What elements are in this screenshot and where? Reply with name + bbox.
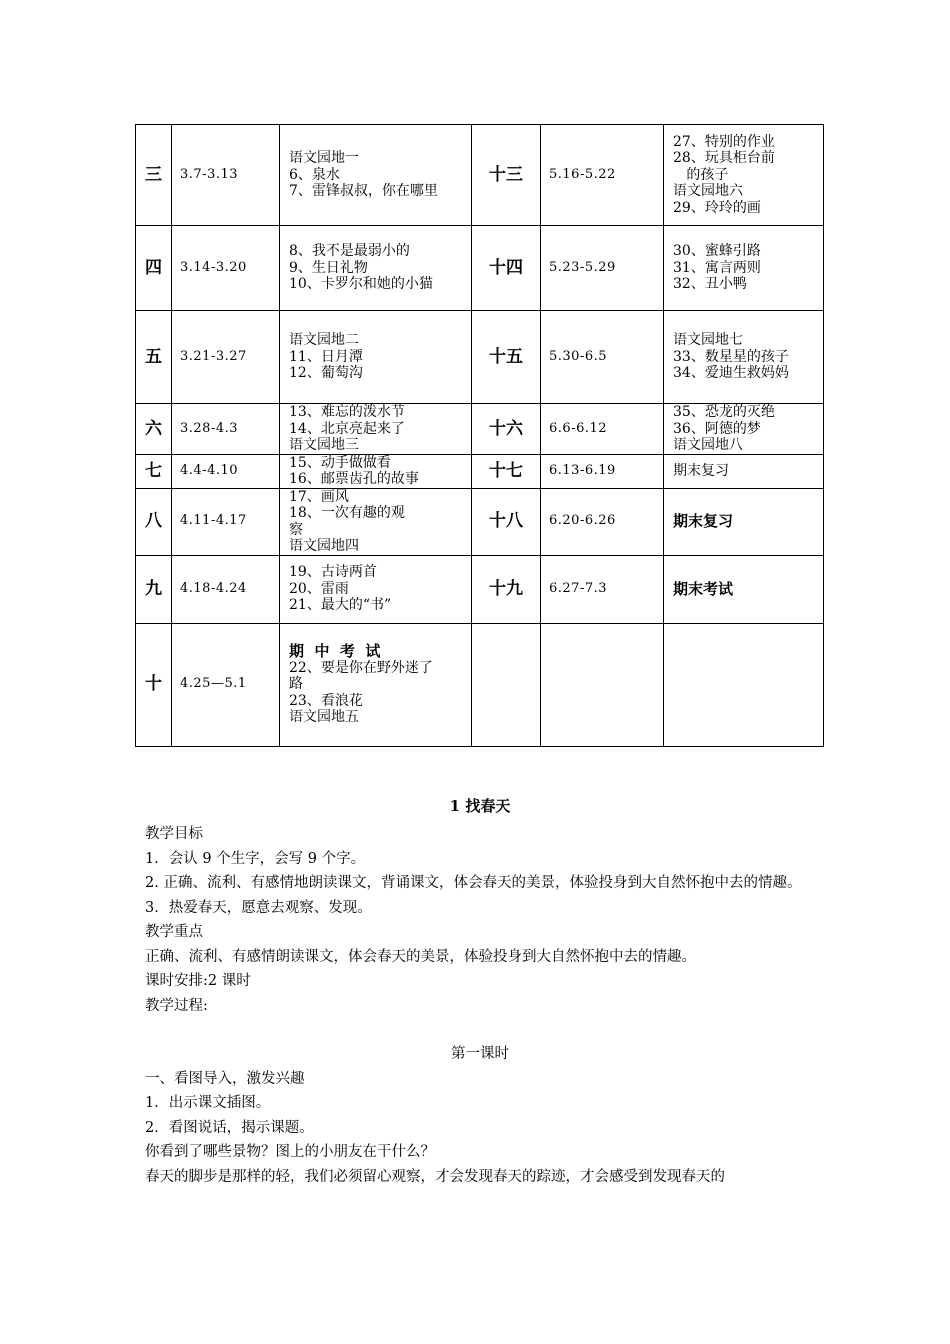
lesson-item: 20、雷雨 (289, 580, 349, 597)
lesson-item: 路 (289, 676, 303, 693)
lesson-item: 10、卡罗尔和她的小猫 (289, 276, 433, 293)
lesson-list (664, 125, 824, 226)
lesson-paragraph: 教学重点 (145, 924, 203, 940)
lesson-item: 28、玩具柜台前 (673, 150, 775, 167)
date-range: 6.27-7.3 (541, 555, 664, 623)
lesson-item: 语文园地二 (289, 332, 359, 349)
date-range: 3.28-4.3 (172, 404, 280, 455)
week-number: 九 (136, 555, 172, 623)
lesson-item: 31、寓言两则 (673, 259, 761, 276)
week-number: 七 (136, 454, 172, 488)
lesson-paragraph: 1．会认 9 个生字，会写 9 个字。 (145, 850, 366, 867)
lesson-item: 18、一次有趣的观 (289, 505, 405, 521)
date-range: 5.16-5.22 (541, 125, 664, 226)
schedule-row (136, 555, 824, 623)
date-range: 5.30-6.5 (541, 311, 664, 404)
date-range: 3.21-3.27 (172, 311, 280, 404)
lesson-item: 语文园地三 (289, 437, 359, 453)
lesson-list (280, 555, 472, 623)
lesson-list (280, 226, 472, 311)
date-range: 4.18-4.24 (172, 555, 280, 623)
lesson-paragraph: 一、看图导入，激发兴趣 (145, 1070, 305, 1087)
schedule-row (136, 311, 824, 404)
week-number (472, 623, 541, 746)
week-number: 十七 (472, 454, 541, 488)
lesson-item: 语文园地八 (673, 437, 743, 453)
lesson-item: 19、古诗两首 (289, 564, 377, 581)
date-range: 4.4-4.10 (172, 454, 280, 488)
lesson-item: 语文园地一 (289, 150, 359, 167)
lesson-paragraph: 课时安排:2 课时 (145, 973, 251, 989)
lesson-item: 语文园地七 (673, 332, 743, 349)
lesson-paragraph: 教学过程: (145, 997, 208, 1014)
lesson-list (664, 488, 824, 555)
lesson-item: 9、生日礼物 (289, 259, 368, 276)
week-number: 六 (136, 404, 172, 455)
date-range: 3.14-3.20 (172, 226, 280, 311)
date-range: 6.13-6.19 (541, 454, 664, 488)
lesson-list (280, 454, 472, 488)
lesson-list (280, 404, 472, 455)
lesson-item: 14、北京亮起来了 (289, 420, 405, 437)
date-range: 3.7-3.13 (172, 125, 280, 226)
lesson-item: 27、特别的作业 (673, 133, 775, 150)
lesson-title: 1 找春天 (449, 797, 511, 815)
lesson-item: 30、蜜蜂引路 (673, 243, 761, 260)
exam-label: 期 中 考 试 (289, 642, 381, 661)
lesson-item: 33、数星星的孩子 (673, 348, 789, 365)
lesson-item: 35、恐龙的灭绝 (673, 404, 775, 420)
week-number: 五 (136, 311, 172, 404)
schedule-row (136, 404, 824, 455)
week-number: 四 (136, 226, 172, 311)
lesson-list (664, 454, 824, 488)
lesson-paragraph: 2．看图说话，揭示课题。 (145, 1119, 314, 1136)
lesson-item: 察 (289, 521, 303, 538)
week-number: 十九 (472, 555, 541, 623)
lesson-item: 16、邮票齿孔的故事 (289, 471, 419, 487)
lesson-period-heading: 第一课时 (451, 1046, 509, 1062)
week-number: 十五 (472, 311, 541, 404)
lesson-item: 21、最大的“书” (289, 597, 392, 614)
date-range: 5.23-5.29 (541, 226, 664, 311)
lesson-list (280, 125, 472, 226)
lesson-list (280, 488, 472, 555)
exam-label: 期末复习 (673, 512, 734, 531)
lesson-item: 15、动手做做看 (289, 454, 391, 471)
lesson-item: 语文园地五 (289, 709, 359, 726)
exam-label: 期末考试 (673, 579, 734, 598)
week-number: 十六 (472, 404, 541, 455)
lesson-paragraph: 1．出示课文插图。 (145, 1095, 271, 1111)
lesson-item: 29、玲玲的画 (673, 199, 761, 216)
week-number: 十三 (472, 125, 541, 226)
lesson-list (664, 623, 824, 746)
lesson-paragraph: 你看到了哪些景物？图上的小朋友在干什么？ (145, 1144, 435, 1160)
schedule-row (136, 623, 824, 746)
date-range: 6.6-6.12 (541, 404, 664, 455)
lesson-list (664, 311, 824, 404)
schedule-row (136, 454, 824, 488)
date-range: 4.25—5.1 (172, 623, 280, 746)
lesson-item: 6、泉水 (289, 166, 340, 183)
date-range: 4.11-4.17 (172, 488, 280, 555)
week-number: 十 (136, 623, 172, 746)
week-number: 八 (136, 488, 172, 555)
lesson-item: 12、葡萄沟 (289, 365, 363, 382)
date-range: 6.20-6.26 (541, 488, 664, 555)
lesson-item: 8、我不是最弱小的 (289, 243, 410, 260)
date-range (541, 623, 664, 746)
lesson-item: 的孩子 (673, 166, 729, 183)
schedule-row (136, 226, 824, 311)
lesson-item: 22、要是你在野外迷了 (289, 659, 433, 676)
lesson-item: 11、日月潭 (289, 348, 363, 365)
lesson-paragraph: 春天的脚步是那样的轻，我们必须留心观察，才会发现春天的踪迹，才会感受到发现春天的 (145, 1168, 725, 1185)
lesson-item: 23、看浪花 (289, 692, 363, 709)
lesson-list (280, 623, 472, 746)
lesson-list (280, 311, 472, 404)
schedule-row (136, 125, 824, 226)
lesson-plan (145, 794, 815, 1189)
lesson-paragraph: 3．热爱春天，愿意去观察、发现。 (145, 899, 372, 916)
lesson-item: 36、阿德的梦 (673, 420, 761, 437)
lesson-list (664, 555, 824, 623)
lesson-paragraph: 教学目标 (145, 826, 203, 842)
lesson-item: 32、丑小鸭 (673, 276, 747, 293)
lesson-item: 7、雷锋叔叔，你在哪里 (289, 183, 438, 200)
lesson-list (664, 404, 824, 455)
lesson-item: 语文园地六 (673, 183, 743, 200)
lesson-item: 期末复习 (673, 462, 729, 479)
lesson-item: 13、难忘的泼水节 (289, 404, 405, 420)
lesson-paragraph: 2. 正确、流利、有感情地朗读课文，背诵课文，体会春天的美景，体验投身到大自然怀抱中去的情趣。 (145, 875, 802, 891)
schedule-table (135, 124, 824, 747)
lesson-item: 17、画风 (289, 488, 349, 505)
week-number: 十八 (472, 488, 541, 555)
lesson-item: 34、爱迪生救妈妈 (673, 365, 789, 382)
lesson-list (664, 226, 824, 311)
lesson-item: 语文园地四 (289, 538, 359, 554)
schedule-row (136, 488, 824, 555)
week-number: 十四 (472, 226, 541, 311)
week-number: 三 (136, 125, 172, 226)
lesson-paragraph: 正确、流利、有感情朗读课文，体会春天的美景，体验投身到大自然怀抱中去的情趣。 (145, 948, 696, 965)
